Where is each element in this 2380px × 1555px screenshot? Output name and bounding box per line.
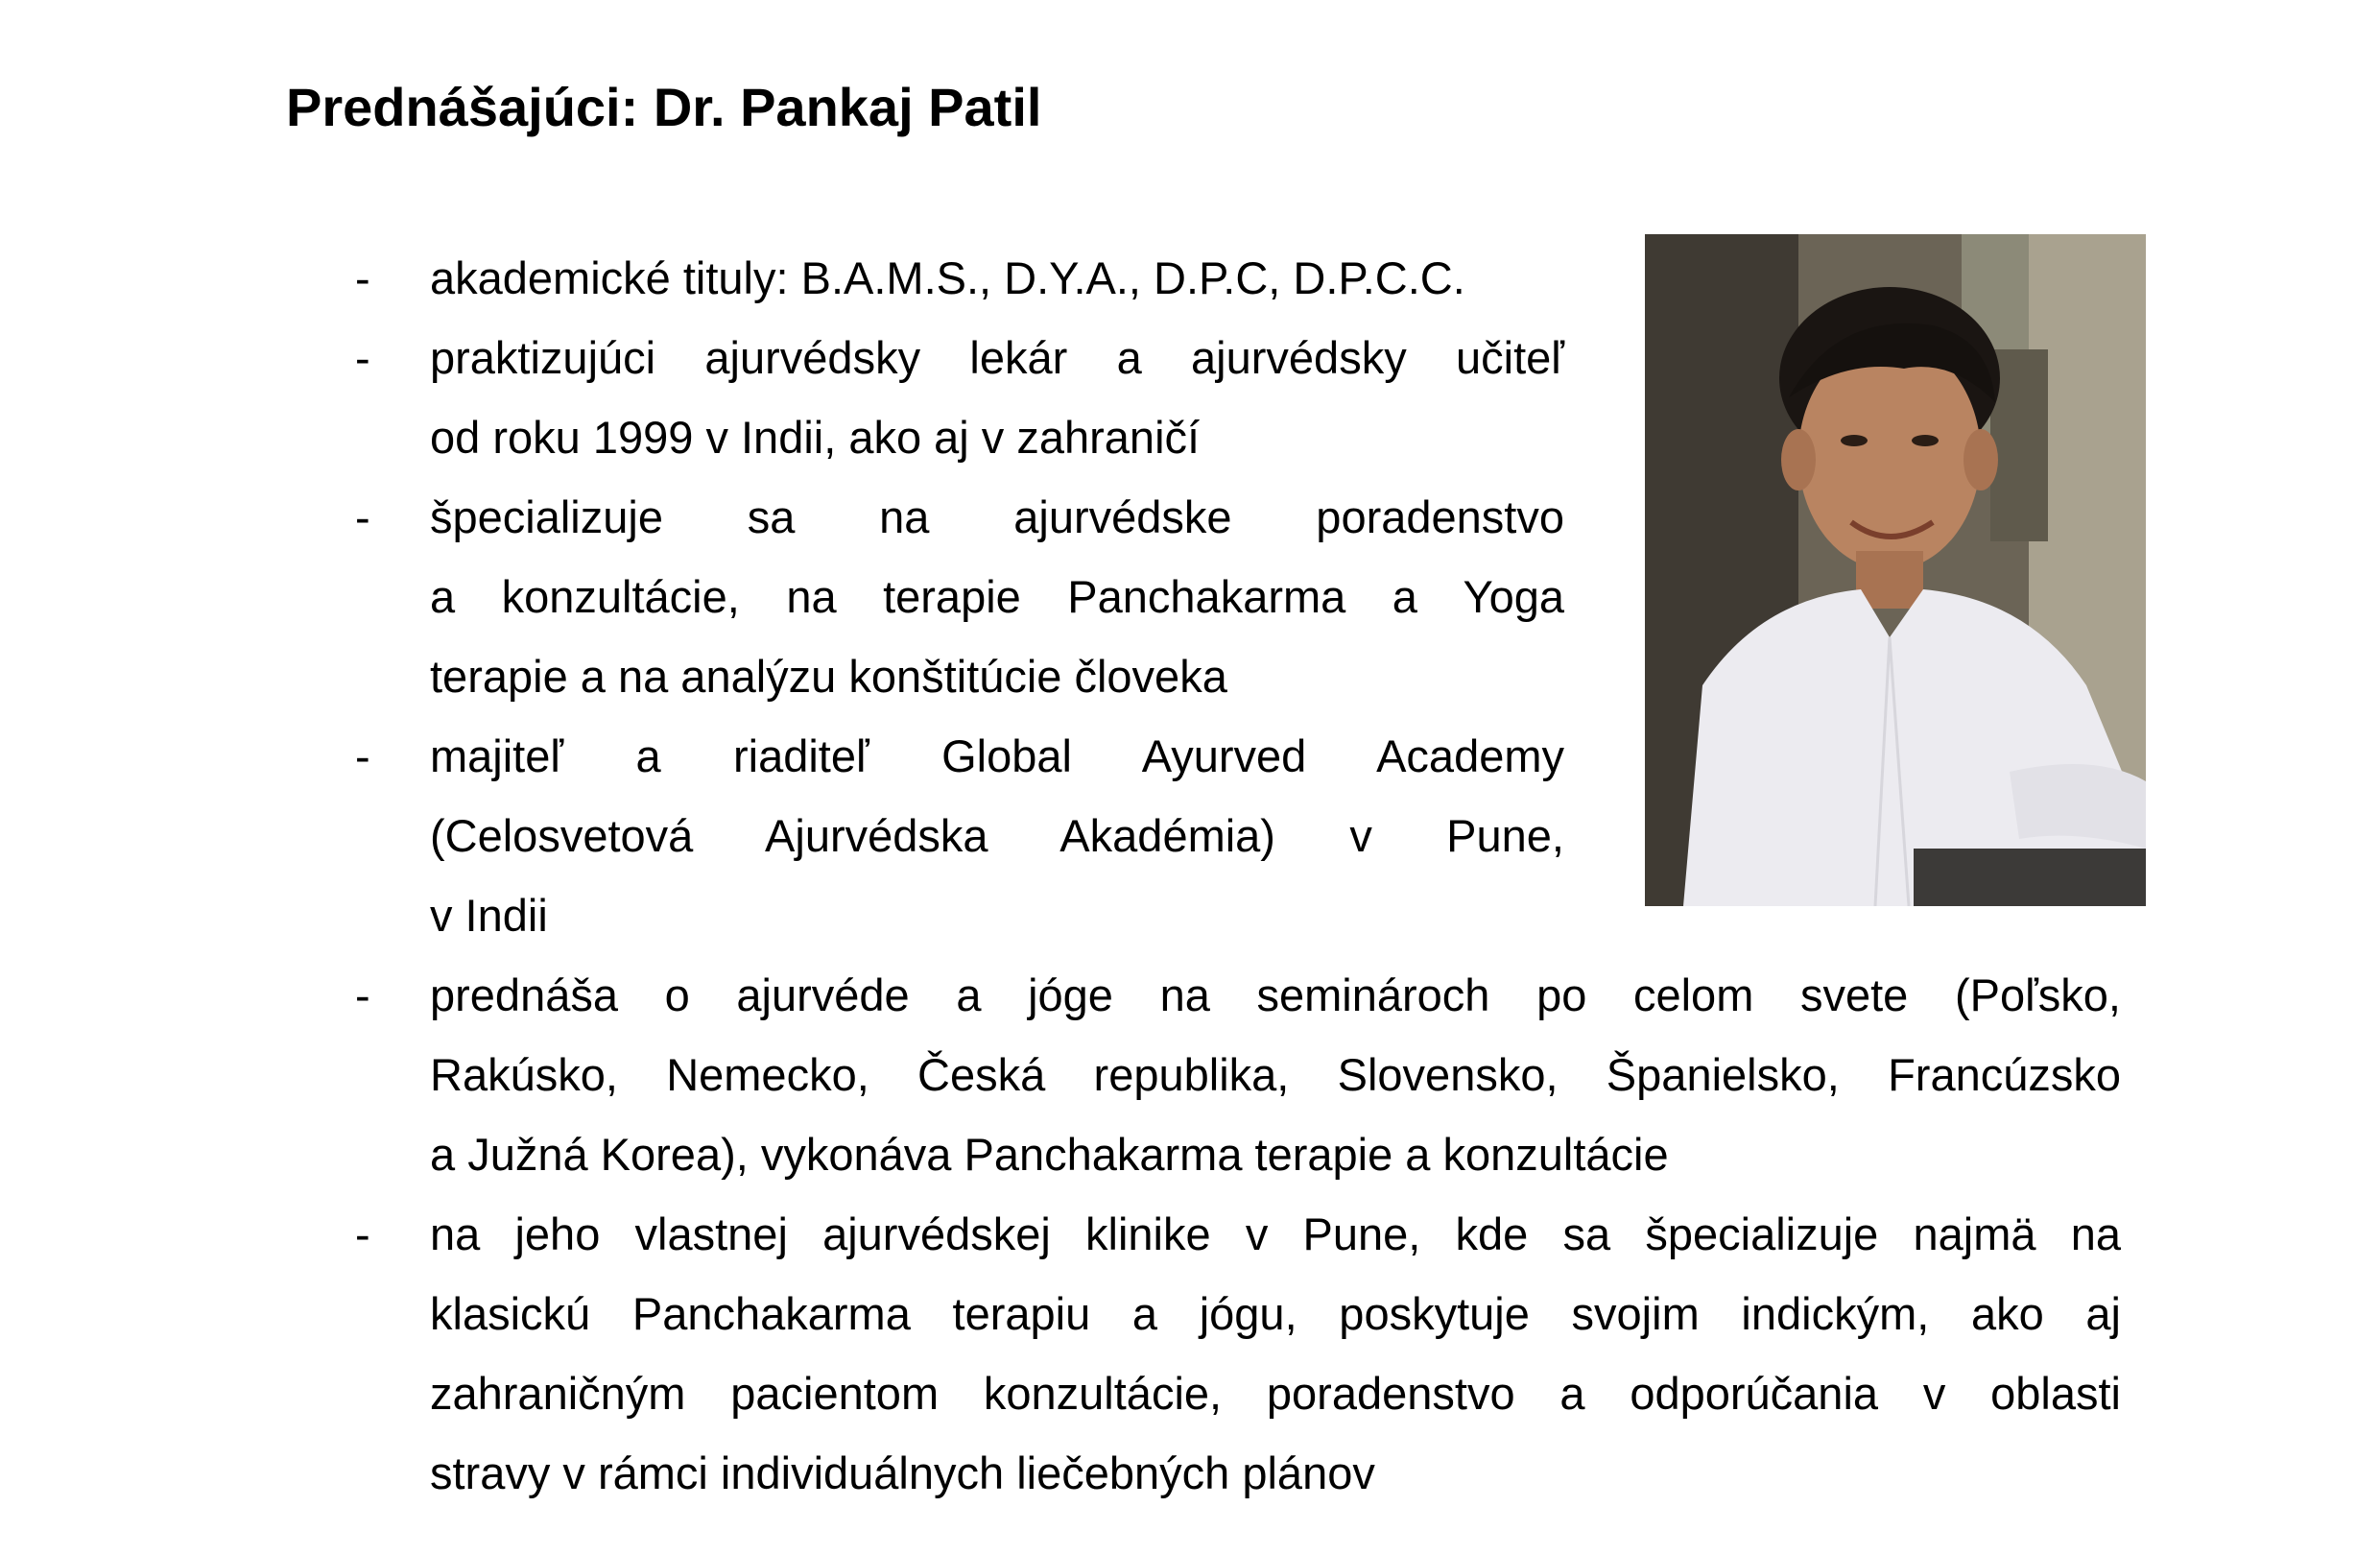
text-line: terapie a na analýzu konštitúcie človeka xyxy=(430,651,1227,702)
text-line: od roku 1999 v Indii, ako aj v zahraničí xyxy=(430,412,1201,463)
text-line: špecializuje sa na ajurvédske poradenstvo xyxy=(430,491,1564,542)
list-item-text xyxy=(430,716,1564,955)
list-item-text xyxy=(430,477,1564,716)
bullet-dash: - xyxy=(355,969,370,1020)
text-line: majiteľ a riaditeľ Global Ayurved Academy xyxy=(430,730,1564,781)
text-line: v Indii xyxy=(430,890,548,941)
text-line: praktizujúci ajurvédsky lekár a ajurvédsky učiteľ xyxy=(430,332,1564,383)
text-line: akademické tituly: B.A.M.S., D.Y.A., D.P.C, D.P.C.C. xyxy=(430,252,1465,303)
list-item-text xyxy=(430,1194,2121,1513)
bullet-dash: - xyxy=(355,491,370,542)
text-line: (Celosvetová Ajurvédska Akadémia) v Pune, xyxy=(430,810,1564,861)
bullet-dash: - xyxy=(355,252,370,303)
text-line: na jeho vlastnej ajurvédskej klinike v Pune, kde sa špecializuje najmä na xyxy=(430,1208,2121,1259)
bullet-dash: - xyxy=(355,730,370,781)
text-line: zahraničným pacientom konzultácie, poradenstvo a odporúčania v oblasti xyxy=(430,1368,2121,1419)
bullet-dash: - xyxy=(355,1208,370,1259)
text-line: prednáša o ajurvéde a jóge na seminároch po celom svete (Poľsko, xyxy=(430,969,2121,1020)
bullet-dash: - xyxy=(355,332,370,383)
text-line: a konzultácie, na terapie Panchakarma a Yoga xyxy=(430,571,1564,622)
list-item-text xyxy=(430,318,1564,477)
page-title: Prednášajúci: Dr. Pankaj Patil xyxy=(286,77,1042,137)
list-item-text xyxy=(430,238,1564,318)
list-item-text xyxy=(430,955,2121,1194)
speaker-photo xyxy=(1645,234,2146,906)
text-line: Rakúsko, Nemecko, Česká republika, Slovensko, Španielsko, Francúzsko xyxy=(430,1049,2121,1100)
text-line: klasickú Panchakarma terapiu a jógu, poskytuje svojim indickým, ako aj xyxy=(430,1288,2121,1339)
text-line: stravy v rámci individuálnych liečebných plánov xyxy=(430,1447,1375,1498)
text-line: a Južná Korea), vykonáva Panchakarma terapie a konzultácie xyxy=(430,1129,1669,1180)
